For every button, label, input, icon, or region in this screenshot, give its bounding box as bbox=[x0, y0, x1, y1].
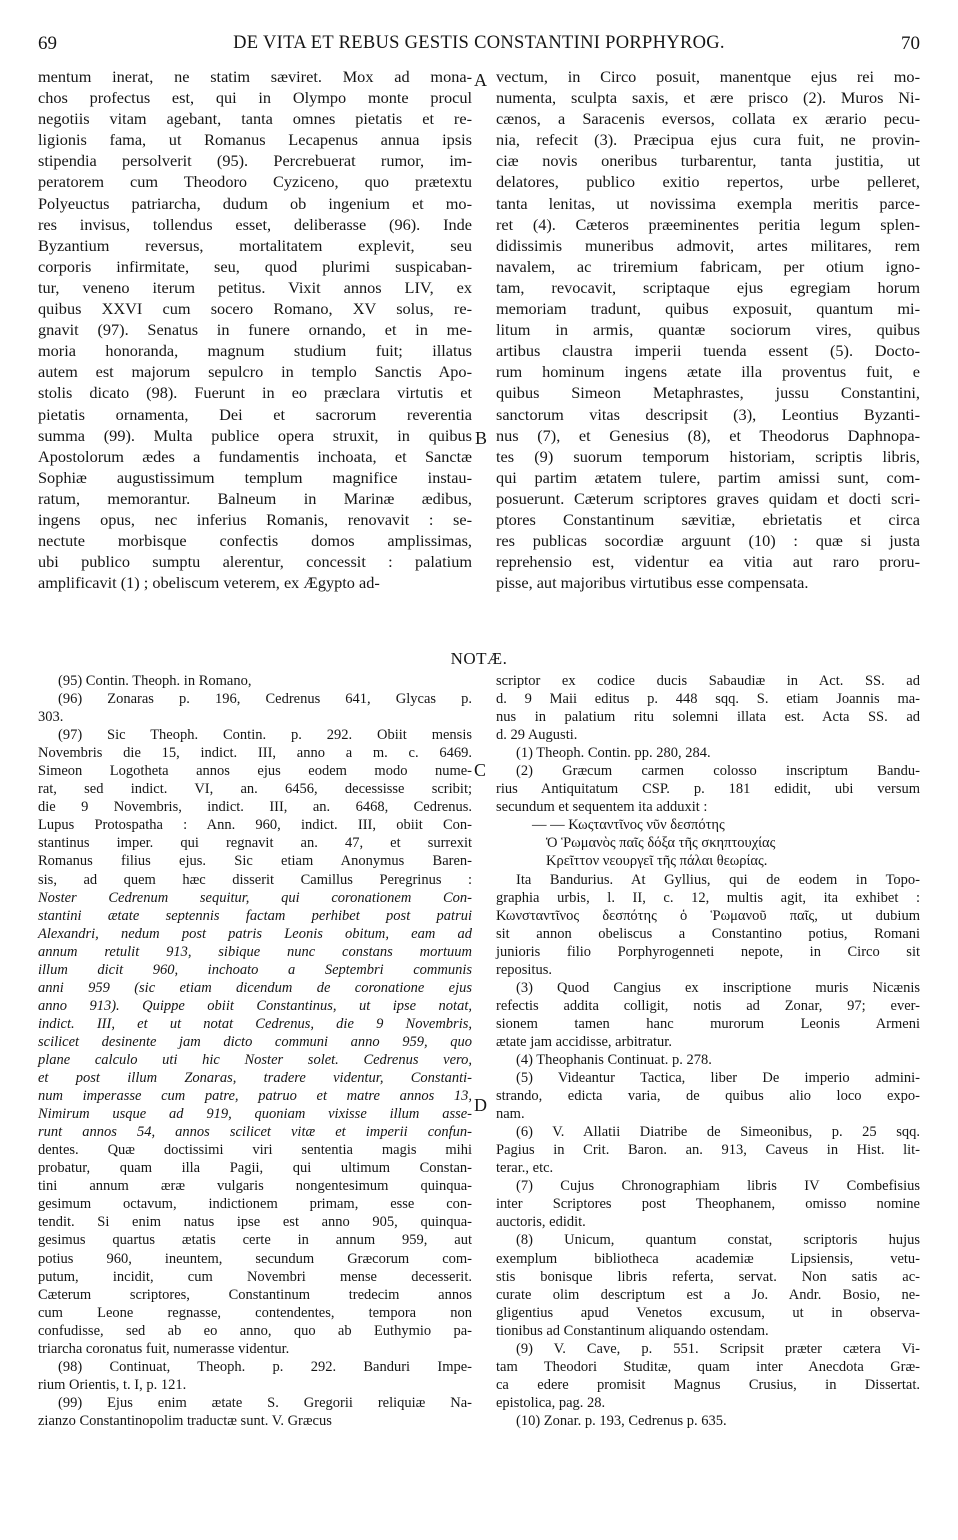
note-line: terar., etc. bbox=[496, 1160, 554, 1177]
note-line: (6) V. Allatii Diatribe de Simeonibus, p. 25 sqq. bbox=[516, 1124, 920, 1141]
note-line: Cæterum scriptores, Constantinum tredecim annos bbox=[38, 1286, 472, 1303]
page-number-left: 69 bbox=[38, 33, 57, 54]
text-line: Apostolorum ædes a fundamentis inchoata, et Sanctæ bbox=[38, 446, 472, 466]
note-line: Pagius in Crit. Baron. an. 913, Caveus in Hist. lit- bbox=[496, 1142, 920, 1159]
text-line: autem est majorum sepulcro in templo Sanctis Apo- bbox=[38, 362, 472, 382]
note-line: epistolica, pag. 28. bbox=[496, 1394, 606, 1411]
page-number-right: 70 bbox=[901, 33, 920, 54]
note-line: (8) Unicum, quantum constat, scriptoris hujus bbox=[516, 1232, 920, 1249]
running-title: DE VITA ET REBUS GESTIS CONSTANTINI PORPHYROG. bbox=[233, 33, 725, 53]
note-line: sit annon obeliscus a Constantino potius, Romani bbox=[496, 925, 920, 942]
text-line: litum in armis, quantæ sociorum vires, quibus bbox=[496, 320, 920, 340]
text-line: artibus claustra imperii tuenda essent (5). Docto- bbox=[496, 341, 920, 361]
note-line: (97) Sic Theoph. Contin. p. 292. Obiit mensis bbox=[58, 727, 472, 744]
note-line: curate olim descriptum est a Jo. Andr. Bosio, ne- bbox=[496, 1286, 920, 1303]
note-line: anno 913). Quippe obiit Constantinus, ut ipse notat, bbox=[38, 997, 472, 1014]
text-line: Sophiæ augustissimum templum magnifice instau- bbox=[38, 467, 472, 487]
note-line: Nimirum usque ad 919, quoniam vixisse illum asse- bbox=[38, 1106, 472, 1123]
note-line: indict. III, et ut notat Cedrenus, die 9 Novembris, bbox=[38, 1015, 472, 1032]
text-line: Polyeuctus patriarcha, dudum ob ingenium et mo- bbox=[38, 193, 472, 213]
note-line: (4) Theophanis Continuat. p. 278. bbox=[516, 1051, 712, 1068]
note-line: gligentius apud Venetos excusum, ut in observa- bbox=[496, 1304, 920, 1321]
note-line: illum dicit 960, inchoato a Septembri communis bbox=[38, 961, 472, 978]
note-line: dentes. Quæ doctissimi viri sententia magis mihi bbox=[38, 1142, 472, 1159]
note-line: annum retulit 913, sibique nunc constans mortuum bbox=[38, 943, 472, 960]
note-line: Noster Cedrenum sequitur, qui coronationem Con- bbox=[38, 889, 472, 906]
note-line: Novembris die 15, indict. III, anno a m. c. 6469. bbox=[38, 745, 472, 762]
note-line: et post illum Zonaras, tradere videntur, Constanti- bbox=[38, 1070, 472, 1087]
note-line: d. 29 Augusti. bbox=[496, 727, 578, 744]
note-line: probatur, quam illa Pagii, qui ultimum Constan- bbox=[38, 1160, 472, 1177]
note-line: Romanus filius ejus. Sic etiam Anonymus Baren- bbox=[38, 853, 472, 870]
text-line: quibus XXVI cum socero Romano, XV solus, re- bbox=[38, 299, 472, 319]
text-line: mentum inerat, ne statim sæviret. Mox ad mona- bbox=[38, 67, 472, 86]
text-line: ubi publico sumptu alerentur, concessit : palatium bbox=[38, 552, 472, 572]
note-line: sis, ad quem hæc disserit Camillus Peregrinus : bbox=[38, 871, 472, 888]
text-line: amplificavit (1) ; obeliscum veterem, ex Ægypto ad- bbox=[38, 573, 380, 593]
text-line: navalem, ac triremium fabricam, per otium igno- bbox=[496, 256, 920, 276]
note-line: die 9 Novembris, indict. III, an. 6468, Cedrenus. bbox=[38, 799, 472, 816]
text-line: memoriam tradunt, quibus exposuit, quantum mi- bbox=[496, 299, 920, 319]
text-line: pisse, aut majoribus virtutibus esse compensata. bbox=[496, 573, 809, 593]
note-line: exemplum bibliotheca academiæ Lipsiensis, vetu- bbox=[496, 1250, 920, 1267]
text-line: Byzantium reversus, mortalitatem explevit, seu bbox=[38, 235, 472, 255]
text-line: vectum, in Circo posuit, manentque ejus rei mo- bbox=[496, 67, 920, 86]
note-line: confudisse, sed ab eo anno, quo ab Euthymio pa- bbox=[38, 1322, 472, 1339]
note-line: (10) Zonar. p. 193, Cedrenus p. 635. bbox=[516, 1412, 727, 1429]
note-line: — — Κωςταντῖνος νῦν δεσπότης bbox=[532, 817, 725, 834]
note-line: (2) Græcum carmen colosso inscriptum Bandu- bbox=[516, 763, 920, 780]
text-line: tes (9) suorum temporum historiam, scriptis libris, bbox=[496, 446, 920, 466]
main-text-right-column bbox=[496, 66, 920, 593]
note-line: (1) Theoph. Contin. pp. 280, 284. bbox=[516, 745, 711, 762]
text-line: moria honoranda, magnum studium fuit; illatus bbox=[38, 341, 472, 361]
text-line: negotiis vitam agebant, tanta omnes pietatis et re- bbox=[38, 109, 472, 129]
notes-left-column bbox=[38, 672, 472, 1430]
note-line: inter Scriptores post Theophanem, omisso nomine bbox=[496, 1196, 920, 1213]
text-line: didissimis muneribus admovit, artes militares, rem bbox=[496, 235, 920, 255]
note-line: nus in palatium ritu solemni illata est. Acta SS. ad bbox=[496, 709, 920, 726]
note-line: auctoris, edidit. bbox=[496, 1214, 586, 1231]
note-line: Κρεῖττον νεουργεῖ τῆς πάλαι θεωρίας. bbox=[546, 853, 768, 870]
note-line: (98) Continuat, Theoph. p. 292. Banduri Impe- bbox=[58, 1358, 472, 1375]
text-line: pietatis ornamenta, Dei et sacrorum reverentia bbox=[38, 404, 472, 424]
note-line: Ὁ Ῥωμανὸς παῖς δόξα τῆς σκηπτουχίας bbox=[546, 835, 776, 852]
text-line: peratorem cum Theodoro Cyziceno, quo prætextu bbox=[38, 172, 472, 192]
note-line: runt annos 54, annos scilicet vitæ et imperii confun- bbox=[38, 1124, 472, 1141]
text-line: ptores Constantinum sævitiæ, ebrietatis et circa bbox=[496, 509, 920, 529]
note-line: Ita Bandurius. At Gyllius, qui de eodem in Topo- bbox=[516, 871, 920, 888]
note-line: (7) Cujus Chronographiam libris IV Combefisius bbox=[516, 1178, 920, 1195]
note-line: (96) Zonaras p. 196, Cedrenus 641, Glycas p. bbox=[58, 691, 472, 708]
note-line: junioris filio Porphyrogenneti nepote, in Circo sit bbox=[496, 943, 920, 960]
text-line: quibus Simeon Metaphrastes, jussu Constantini, bbox=[496, 383, 920, 403]
note-line: graphia urbis, l. II, c. 12, multis agit, ita exhibet : bbox=[496, 889, 920, 906]
notes-heading: NOTÆ. bbox=[450, 649, 508, 668]
note-line: (3) Quod Cangius ex inscriptione muris Nicænis bbox=[516, 979, 920, 996]
text-line: sanctorum vitas descripsit (3), Leontius Byzanti- bbox=[496, 404, 920, 424]
note-line: (95) Contin. Theoph. in Romano, bbox=[58, 673, 252, 689]
text-line: ciæ novis oneribus turbarentur, tanta justitia, ut bbox=[496, 151, 920, 171]
note-line: strando, edicta varia, de quibus alio loco expo- bbox=[496, 1088, 920, 1105]
note-line: repositus. bbox=[496, 961, 552, 978]
note-line: gesimus quartus ætatis certe in annum 959, aut bbox=[38, 1232, 472, 1249]
note-line: stis bonisque libris referta, servat. Non satis ac- bbox=[496, 1268, 920, 1285]
text-line: chos profectus est, qui in Olympo monte procul bbox=[38, 88, 472, 108]
note-line: (9) V. Cave, p. 551. Scripsit præter cætera Vi- bbox=[516, 1340, 920, 1357]
note-line: Κωνσταντῖνος δεσπότης ὁ Ῥωμανοῦ παῖς, ut dubium bbox=[496, 907, 920, 924]
note-line: Alexandri, nedum post patris Leonis obitum, eam ad bbox=[38, 925, 472, 942]
note-line: 303. bbox=[38, 709, 64, 726]
note-line: scriptor ex codice ducis Sabaudiæ in Act. SS. ad bbox=[496, 673, 920, 689]
text-line: ingens opus, nec inferius Romanis, renovavit : se- bbox=[38, 509, 472, 529]
note-line: ca edere promisit Magnus Crusius, in Dissertat. bbox=[496, 1376, 920, 1393]
text-line: stolis dicato (98). Fuerunt in eo præclara virtutis et bbox=[38, 383, 472, 403]
text-line: delatores, publico exitio repertos, urbe pelleret, bbox=[496, 172, 920, 192]
note-line: gesimum octavum, indictionem primam, esse con- bbox=[38, 1196, 472, 1213]
margin-letter-b: B bbox=[475, 428, 488, 448]
text-line: gnavit (97). Senatus in funere ornando, et in me- bbox=[38, 320, 472, 340]
note-line: refectis addita colligit, notis ad Zonar, 97; ever- bbox=[496, 997, 920, 1014]
text-line: numenta, sculpta saxis, et ære prisco (2). Muros Ni- bbox=[496, 88, 920, 108]
text-line: tam, revocavit, scriptaque ejus egregiam horum bbox=[496, 277, 920, 297]
note-line: anni 959 (sic etiam dicendum de coronatione ejus bbox=[38, 979, 472, 996]
note-line: ætate jam accidisse, arbitratur. bbox=[496, 1033, 672, 1050]
note-line: zianzo Constantinopolim traductæ sunt. V. Græcus bbox=[38, 1412, 332, 1429]
note-line: plane calculo uti hic Noster solet. Cedrenus vero, bbox=[38, 1051, 472, 1068]
running-header bbox=[38, 33, 920, 55]
note-line: rat, sed indict. VI, an. 6456, decessisse scribit; bbox=[38, 781, 472, 798]
note-line: triarcha coronatus fuit, numerasse videntur. bbox=[38, 1340, 290, 1357]
note-line: secundum et sequentem ita adduxit : bbox=[496, 799, 708, 816]
notes-right-column bbox=[496, 672, 920, 1430]
margin-letter-a: A bbox=[474, 70, 487, 90]
margin-letter-c: C bbox=[474, 760, 487, 780]
margin-letter-d: D bbox=[474, 1095, 487, 1115]
note-line: d. 9 Maii editus p. 448 sqq. S. etiam Joannis ma- bbox=[496, 691, 920, 708]
main-text-left-column bbox=[38, 66, 472, 593]
note-line: tionibus ad Constantinum aliquando ostendam. bbox=[496, 1322, 769, 1339]
text-line: ligionis fama, ut Romanus Lecapenus annua ipsis bbox=[38, 130, 472, 150]
note-line: cum Leone regnasse, contendentes, tempora non bbox=[38, 1304, 472, 1321]
note-line: num imperasse cum patre, patruo et matre annos 13, bbox=[38, 1088, 472, 1105]
note-line: nam. bbox=[496, 1106, 525, 1123]
note-line: tam Theodori Studitæ, quam inter Anecdota Græ- bbox=[496, 1358, 920, 1375]
note-line: stantini ætate septennis factam perhibet post patrui bbox=[38, 907, 472, 924]
note-line: scilicet desinente jam dicto communi anno 959, quo bbox=[38, 1033, 472, 1050]
text-line: nus (7), et Genesius (8), et Theodorus Daphnopa- bbox=[496, 425, 920, 445]
text-line: qui partim ætatem tulere, partim amissi sunt, com- bbox=[496, 467, 920, 487]
text-line: tanta lenitas, ut novissima exempla meritis parce- bbox=[496, 193, 920, 213]
text-line: res publicas socordiæ arguunt (10) : quæ si justa bbox=[496, 531, 920, 551]
note-line: rium Orientis, t. I, p. 121. bbox=[38, 1376, 187, 1393]
text-line: ret (4). Cæteros præeminentes peritia legum splen- bbox=[496, 214, 920, 234]
text-line: posuerunt. Cæterum scriptores graves quidam et docti scri- bbox=[496, 488, 920, 508]
text-line: stipendia persolverit (95). Percrebuerat rumor, im- bbox=[38, 151, 472, 171]
note-line: Simeon Logotheta annos ejus eodem modo nume- bbox=[38, 763, 472, 780]
text-line: nia, refecit (3). Præcipua ejus cura fuit, ne provin- bbox=[496, 130, 920, 150]
text-line: corporis infirmitate, seu, quod plurimi suspicaban- bbox=[38, 256, 472, 276]
text-line: summa (99). Multa publice opera struxit, in quibus bbox=[38, 425, 472, 445]
text-line: tur, veneno iterum petitus. Vixit annos LIV, ex bbox=[38, 277, 472, 297]
note-line: tini annum æræ vulgaris nongentesimum quinqua- bbox=[38, 1178, 472, 1195]
note-line: rius Antiquitatum CSP. p. 181 edidit, ubi versum bbox=[496, 781, 920, 798]
text-line: ratum, memorantur. Balneum in Marinæ ædibus, bbox=[38, 488, 472, 508]
note-line: (5) Videantur Tactica, liber De imperio admini- bbox=[516, 1070, 920, 1087]
note-line: (99) Ejus enim ætate S. Gregorii reliquiæ Na- bbox=[58, 1394, 472, 1411]
note-line: sionem tamen hanc murorum Leonis Armeni bbox=[496, 1015, 920, 1032]
text-line: res invisus, tollendus esset, deliberasse (96). Inde bbox=[38, 214, 472, 234]
text-line: reprehensio est, videntur ea vitia aut raro proru- bbox=[496, 552, 920, 572]
note-line: putum, incidit, cum Novembri mense decesserit. bbox=[38, 1268, 472, 1285]
note-line: potius 960, ineuntem, secundum Græcorum com- bbox=[38, 1250, 472, 1267]
text-line: nectute morbisque confectis domos amplissimas, bbox=[38, 531, 472, 551]
note-line: stantinus imper. qui regnavit an. 47, et surrexit bbox=[38, 835, 472, 852]
note-line: Lupus Protospatha : Ann. 960, indict. III, obiit Con- bbox=[38, 817, 472, 834]
note-line: tendit. Si enim natus ipse est anno 905, quinqua- bbox=[38, 1214, 472, 1231]
text-line: rum hominum ingens ætate illa proventus fuit, e bbox=[496, 362, 920, 382]
text-line: cænos, a Saracenis eversos, collata ex ærario pecu- bbox=[496, 109, 920, 129]
